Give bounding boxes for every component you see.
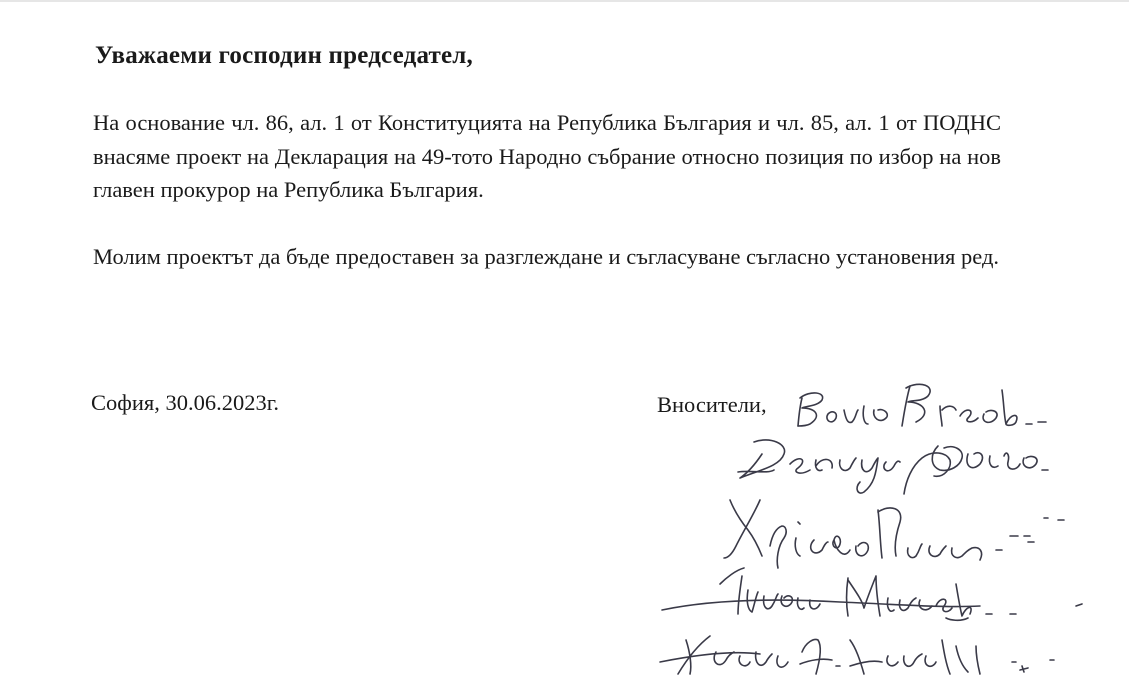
signature-3 <box>724 500 1064 568</box>
place-and-date: София, 30.06.2023г. <box>91 390 280 415</box>
signature-1 <box>798 384 1046 426</box>
body-paragraph-request: Молим проектът да бъде предоставен за разглеждане и съгласуване съгласно установения ред. <box>93 244 1000 269</box>
signature-5 <box>660 636 1054 674</box>
salutation: Уважаеми господин председател, <box>95 42 473 69</box>
submitters-label: Вносители, <box>657 392 767 417</box>
signature-2 <box>738 440 1048 494</box>
signature-4 <box>662 568 1082 620</box>
handwritten-signatures <box>650 370 1120 675</box>
body-paragraph-submission: На основание чл. 86, ал. 1 от Конституцията на Република България и чл. 85, ал. 1 от ПОДНС внасяме проект на Декларация на 49-тото Народно събрание относно позиция по избор на нов главен прокурор на Република България. <box>93 110 1001 202</box>
